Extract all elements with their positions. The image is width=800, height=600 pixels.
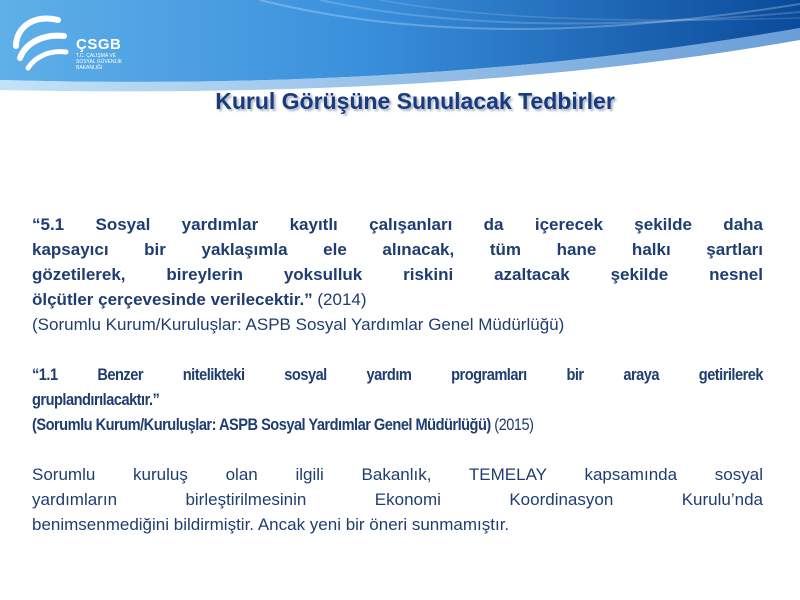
- logo-subtitle: T.C. ÇALIŞMA VE SOSYAL GÜVENLİK BAKANLIĞI: [76, 53, 123, 71]
- slide-content: [32, 212, 763, 537]
- year-label: (2015): [490, 415, 534, 434]
- measure-paragraph-1: [32, 212, 763, 337]
- logo-name: ÇSGB: [76, 36, 122, 53]
- paragraph-line: gözetilerek, bireylerin yoksulluk riskini azaltacak şekilde nesnel: [32, 265, 763, 284]
- spacer: [32, 437, 763, 462]
- paragraph-line: ölçütler çerçevesinde verilecektir.” (2014): [32, 290, 367, 309]
- paragraph-line: Sorumlu kuruluş olan ilgili Bakanlık, TEMELAY kapsamında sosyal: [32, 465, 763, 484]
- spacer: [32, 337, 763, 362]
- paragraph-line: benimsenmediğini bildirmiştir. Ancak yeni bir öneri sunmamıştır.: [32, 515, 510, 534]
- paragraph-line: kapsayıcı bir yaklaşımla ele alınacak, tüm hane halkı şartları: [32, 240, 763, 259]
- status-paragraph: [32, 462, 763, 537]
- year-label: (2014): [312, 290, 367, 309]
- responsible-institution: (Sorumlu Kurum/Kuruluşlar: ASPB Sosyal Yardımlar Genel Müdürlüğü) (2015): [32, 415, 534, 434]
- paragraph-line: yardımların birleştirilmesinin Ekonomi Koordinasyon Kurulu’nda: [32, 490, 763, 509]
- logo-emblem-icon: [6, 6, 70, 76]
- responsible-institution: (Sorumlu Kurum/Kuruluşlar: ASPB Sosyal Yardımlar Genel Müdürlüğü): [32, 315, 565, 334]
- page-title: Kurul Görüşüne Sunulacak Tedbirler: [215, 88, 615, 114]
- paragraph-line: “5.1 Sosyal yardımlar kayıtlı çalışanları da içerecek şekilde daha: [32, 215, 763, 234]
- ministry-logo: [6, 6, 136, 86]
- measure-paragraph-2: [32, 362, 763, 437]
- paragraph-line: “1.1 Benzer nitelikteki sosyal yardım programları bir araya getirilerek: [32, 365, 763, 384]
- paragraph-line: gruplandırılacaktır.”: [32, 390, 160, 409]
